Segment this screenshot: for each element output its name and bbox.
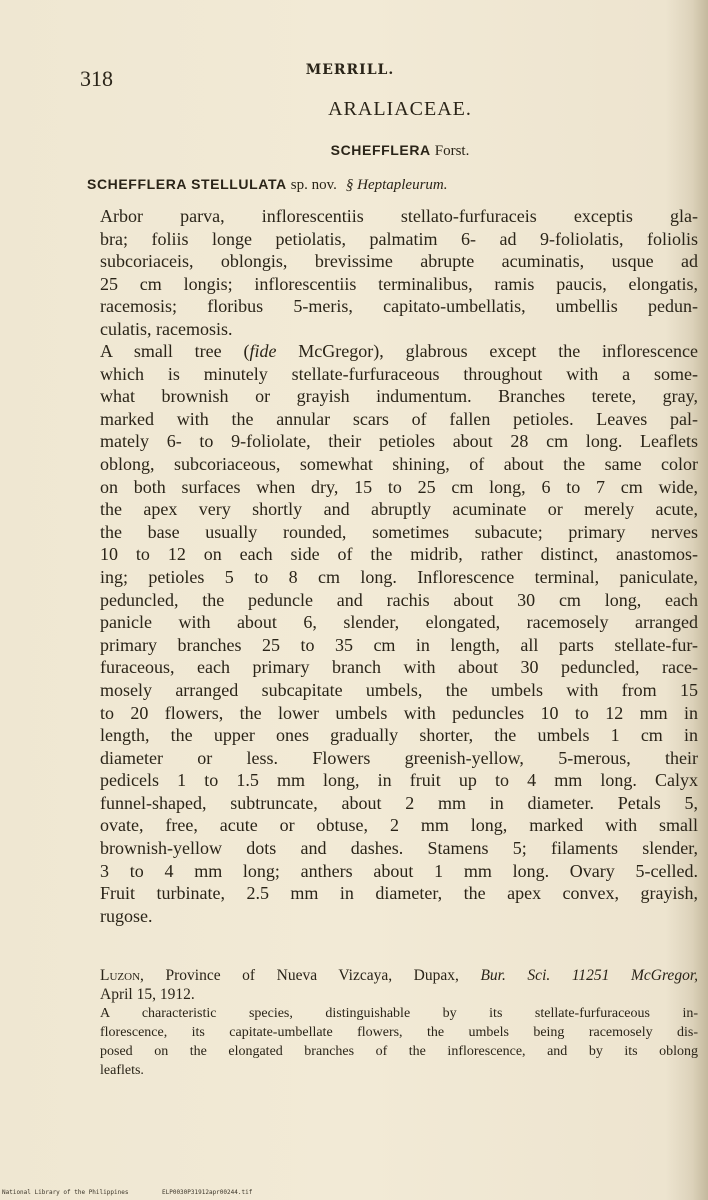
note-line: posed on the elongated branches of the inflorescence, and by its oblong: [100, 1044, 698, 1059]
specimen-citation: [100, 966, 698, 1004]
text-line: marked with the annular scars of fallen petioles. Leaves pal-: [100, 408, 698, 429]
text-line: diameter or less. Flowers greenish-yellow, 5-merous, their: [100, 747, 698, 768]
text-line: 10 to 12 on each side of the midrib, rather distinct, anastomos-: [100, 544, 698, 565]
text-line: what brownish or grayish indumentum. Branches terete, gray,: [100, 386, 698, 407]
text-line: bra; foliis longe petiolatis, palmatim 6- ad 9-foliolatis, foliolis: [100, 228, 698, 249]
note-line: leaflets.: [100, 1063, 144, 1078]
text-line: panicle with about 6, slender, elongated, racemosely arranged: [100, 612, 698, 633]
latin-diagnosis: [100, 205, 698, 341]
text-line: subcoriaceis, oblongis, brevissime abrupte acuminatis, usque ad: [100, 251, 698, 272]
text-line: primary branches 25 to 35 cm in length, all parts stellate-fur-: [100, 634, 698, 655]
text-line: pedicels 1 to 1.5 mm long, in fruit up to 4 mm long. Calyx: [100, 770, 698, 791]
genus-heading: [100, 142, 700, 160]
citation-line: [100, 966, 698, 985]
text-line: brownish-yellow dots and dashes. Stamens 5; filaments slender,: [100, 838, 698, 859]
text-line: culatis, racemosis.: [100, 318, 233, 339]
collection-date: April 15, 1912.: [100, 986, 195, 1003]
running-head: MERRILL.: [305, 62, 395, 78]
footer-filename: ELP0030P31912apr00244.tif: [162, 1189, 253, 1196]
collector-number: Bur. Sci. 11251 McGregor,: [480, 967, 699, 984]
locality-name: Luzon: [100, 967, 141, 984]
footer-library: National Library of the Philippines: [2, 1189, 129, 1196]
genus-name: SCHEFFLERA: [330, 142, 431, 158]
species-status: sp. nov.: [290, 177, 337, 193]
text-line: Arbor parva, inflorescentiis stellato-furfuraceis exceptis gla-: [100, 206, 698, 226]
text-line: A small tree (fide McGregor), glabrous except the inflorescence: [100, 341, 698, 361]
text-line: peduncled, the peduncle and rachis about 30 cm long, each: [100, 589, 698, 610]
text-line: rugose.: [100, 905, 153, 926]
text-line: mosely arranged subcapitate umbels, the umbels with from 15: [100, 679, 698, 700]
text-line: Fruit turbinate, 2.5 mm in diameter, the apex convex, grayish,: [100, 883, 698, 904]
text-line: mately 6- to 9-foliolate, their petioles about 28 cm long. Leaflets: [100, 431, 698, 452]
locality-detail: , Province of Nueva Vizcaya, Dupax,: [140, 967, 481, 984]
text-line: funnel-shaped, subtruncate, about 2 mm in diameter. Petals 5,: [100, 792, 698, 813]
note-line: A characteristic species, distinguishable by its stellate-furfuraceous in-: [100, 1006, 698, 1021]
text-line: oblong, subcoriaceous, somewhat shining, of about the same color: [100, 453, 698, 474]
species-heading: [87, 176, 687, 194]
text-line: the base usually rounded, sometimes subacute; primary nerves: [100, 521, 698, 542]
genus-author: Forst.: [434, 143, 470, 159]
species-section: § Heptapleurum.: [345, 177, 448, 193]
text-line: racemosis; floribus 5-meris, capitato-umbellatis, umbellis pedun-: [100, 296, 698, 317]
page-number: 318: [80, 66, 113, 91]
text-line: furaceous, each primary branch with about 30 peduncled, race-: [100, 657, 698, 678]
text-line: length, the upper ones gradually shorter, the umbels 1 cm in: [100, 725, 698, 746]
family-heading: ARALIACEAE.: [328, 98, 472, 120]
text-line: which is minutely stellate-furfuraceous throughout with a some-: [100, 363, 698, 384]
text-line: 3 to 4 mm long; anthers about 1 mm long. Ovary 5-celled.: [100, 860, 698, 881]
species-name: SCHEFFLERA STELLULATA: [87, 176, 287, 192]
text-line: the apex very shortly and abruptly acuminate or merely acute,: [100, 499, 698, 520]
english-description: [100, 340, 698, 927]
remarks: [100, 1004, 698, 1080]
note-line: florescence, its capitate-umbellate flowers, the umbels being racemosely dis-: [100, 1025, 698, 1040]
text-line: 25 cm longis; inflorescentiis terminalibus, ramis paucis, elongatis,: [100, 273, 698, 294]
text-line: ing; petioles 5 to 8 cm long. Inflorescence terminal, paniculate,: [100, 566, 698, 587]
text-line: ovate, free, acute or obtuse, 2 mm long, marked with small: [100, 815, 698, 836]
text-line: on both surfaces when dry, 15 to 25 cm long, 6 to 7 cm wide,: [100, 476, 698, 497]
fide-term: fide: [249, 341, 277, 361]
text-line: to 20 flowers, the lower umbels with peduncles 10 to 12 mm in: [100, 702, 698, 723]
